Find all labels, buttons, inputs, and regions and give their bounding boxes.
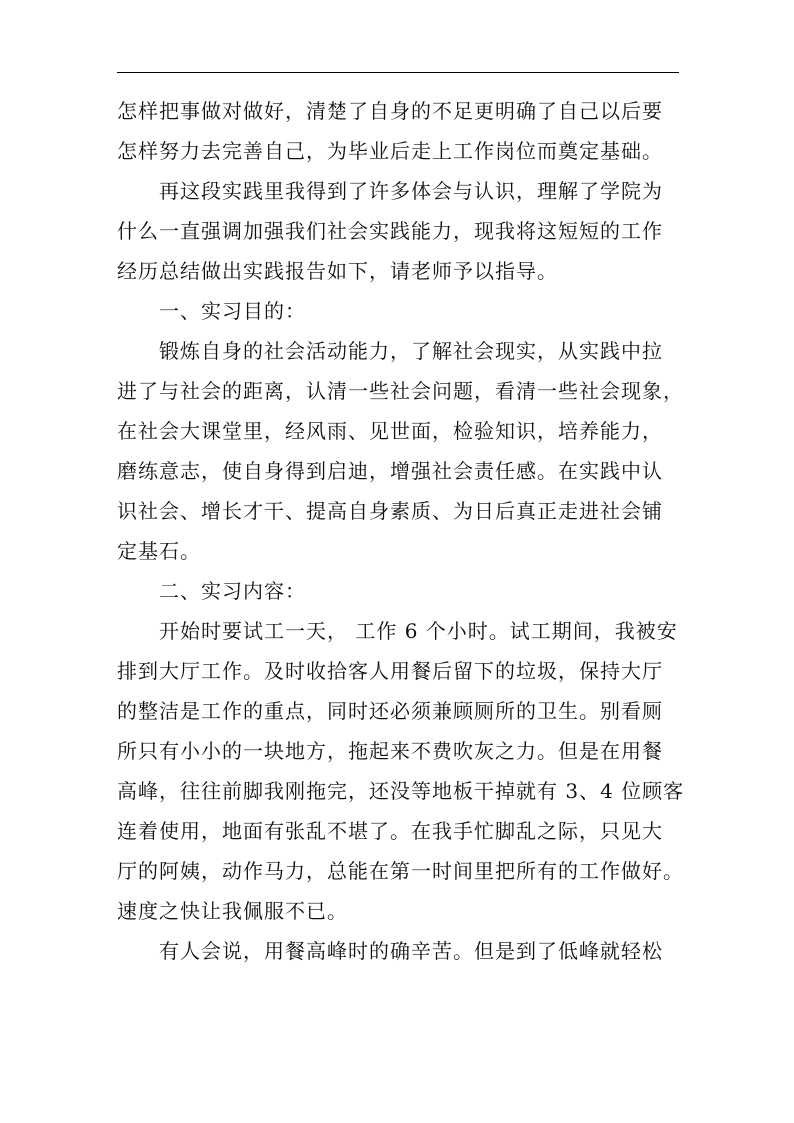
header-rule (117, 72, 679, 73)
text-line: 怎样努力去完善自己，为毕业后走上工作岗位而奠定基础。 (117, 139, 663, 163)
text-line: 速度之快让我佩服不已。 (117, 899, 348, 923)
section-heading-content: 二、实习内容： (159, 579, 306, 603)
text-line: 定基石。 (117, 539, 201, 563)
paragraph-first-line: 锻炼自身的社会活动能力，了解社会现实，从实践中拉 (159, 339, 663, 363)
text-line: 所只有小小的一块地方，拖起来不费吹灰之力。但是在用餐 (117, 739, 663, 763)
paragraph-first-line: 有人会说，用餐高峰时的确辛苦。但是到了低峰就轻松 (159, 939, 663, 963)
text-line: 识社会、增长才干、提高自身素质、为日后真正走进社会铺 (117, 499, 663, 523)
text-line: 连着使用，地面有张乱不堪了。在我手忙脚乱之际，只见大 (117, 819, 663, 843)
document-body (117, 91, 685, 971)
text-line: 的整洁是工作的重点，同时还必须兼顾厕所的卫生。别看厕 (117, 699, 663, 723)
text-line: 进了与社会的距离，认清一些社会问题，看清一些社会现象， (117, 379, 684, 403)
text-line: 在社会大课堂里，经风雨、见世面，检验知识，培养能力， (117, 419, 663, 443)
text-line: 怎样把事做对做好，清楚了自身的不足更明确了自己以后要 (117, 99, 663, 123)
text-line: 高峰，往往前脚我刚拖完，还没等地板干掉就有 3、4 位顾客 (117, 779, 685, 803)
paragraph-first-line: 再这段实践里我得到了许多体会与认识，理解了学院为 (159, 179, 663, 203)
text-line: 厅的阿姨，动作马力，总能在第一时间里把所有的工作做好。 (117, 859, 684, 883)
text-line: 排到大厅工作。及时收拾客人用餐后留下的垃圾，保持大厅 (117, 659, 663, 683)
text-line: 什么一直强调加强我们社会实践能力，现我将这短短的工作 (117, 219, 663, 243)
text-line: 磨练意志，使自身得到启迪，增强社会责任感。在实践中认 (117, 459, 663, 483)
paragraph-first-line: 开始时要试工一天， 工作 6 个小时。试工期间，我被安 (159, 619, 678, 643)
text-line: 经历总结做出实践报告如下，请老师予以指导。 (117, 259, 558, 283)
section-heading-purpose: 一、实习目的： (159, 299, 306, 323)
